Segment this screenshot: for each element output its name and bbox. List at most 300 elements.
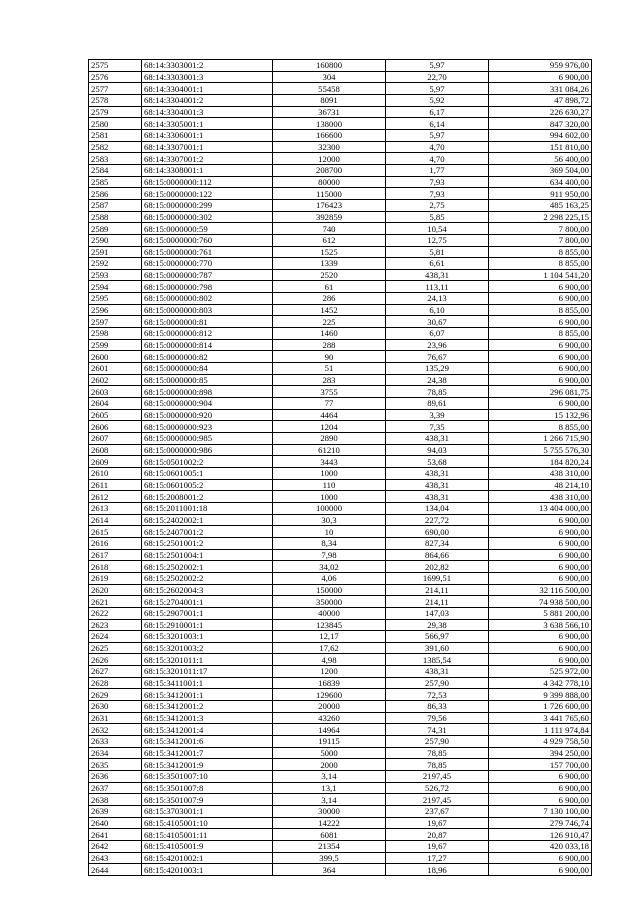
area-value: 350000: [273, 596, 386, 608]
cadastral-number: 68:15:0000000:112: [142, 176, 273, 188]
rate-value: 134,04: [386, 502, 489, 514]
rate-value: 89,61: [386, 398, 489, 410]
rate-value: 76,67: [386, 351, 489, 363]
row-number: 2582: [89, 141, 142, 153]
row-number: 2640: [89, 817, 142, 829]
row-number: 2617: [89, 549, 142, 561]
cadastral-number: 68:15:4105001:10: [142, 817, 273, 829]
sum-value: 911 950,00: [489, 188, 592, 200]
rate-value: 12,75: [386, 234, 489, 246]
area-value: 1452: [273, 304, 386, 316]
rate-value: 438,31: [386, 479, 489, 491]
cadastral-number: 68:14:3305001:1: [142, 118, 273, 130]
cadastral-number: 68:14:3307001:1: [142, 141, 273, 153]
row-number: 2629: [89, 689, 142, 701]
sum-value: 6 900,00: [489, 537, 592, 549]
cadastral-number: 68:15:0501002:2: [142, 456, 273, 468]
rate-value: 19,67: [386, 817, 489, 829]
area-value: 612: [273, 234, 386, 246]
sum-value: 6 900,00: [489, 794, 592, 806]
area-value: 13,1: [273, 782, 386, 794]
table-row: [89, 677, 592, 689]
sum-value: 74 938 500,00: [489, 596, 592, 608]
table-row: [89, 572, 592, 584]
row-number: 2587: [89, 199, 142, 211]
sum-value: 438 310,00: [489, 467, 592, 479]
sum-value: 4 929 758,50: [489, 736, 592, 748]
sum-value: 6 900,00: [489, 549, 592, 561]
sum-value: 5 755 576,30: [489, 444, 592, 456]
area-value: 14964: [273, 724, 386, 736]
area-value: 1200: [273, 666, 386, 678]
row-number: 2605: [89, 409, 142, 421]
table-row: [89, 351, 592, 363]
cadastral-number: 68:15:0000000:84: [142, 363, 273, 375]
rate-value: 3,39: [386, 409, 489, 421]
cadastral-number: 68:15:0000000:82: [142, 351, 273, 363]
rate-value: 4,70: [386, 141, 489, 153]
table-row: [89, 596, 592, 608]
rate-value: 227,72: [386, 514, 489, 526]
rate-value: 19,67: [386, 840, 489, 852]
table-row: [89, 864, 592, 876]
area-value: 1460: [273, 328, 386, 340]
sum-value: 6 900,00: [489, 654, 592, 666]
sum-value: 8 855,00: [489, 304, 592, 316]
row-number: 2623: [89, 619, 142, 631]
table-row: [89, 223, 592, 235]
row-number: 2618: [89, 561, 142, 573]
area-value: 90: [273, 351, 386, 363]
table-row: [89, 607, 592, 619]
rate-value: 17,27: [386, 852, 489, 864]
area-value: 8,34: [273, 537, 386, 549]
table-row: [89, 549, 592, 561]
cadastral-number: 68:15:3201003:1: [142, 631, 273, 643]
table-row: [89, 386, 592, 398]
row-number: 2630: [89, 701, 142, 713]
rate-value: 1699,51: [386, 572, 489, 584]
rate-value: 7,93: [386, 188, 489, 200]
row-number: 2638: [89, 794, 142, 806]
sum-value: 3 638 566,10: [489, 619, 592, 631]
table-row: [89, 806, 592, 818]
rate-value: 438,31: [386, 433, 489, 445]
row-number: 2583: [89, 153, 142, 165]
row-number: 2635: [89, 759, 142, 771]
table-row: [89, 747, 592, 759]
area-value: 80000: [273, 176, 386, 188]
sum-value: 6 900,00: [489, 526, 592, 538]
row-number: 2592: [89, 258, 142, 270]
row-number: 2577: [89, 83, 142, 95]
sum-value: 1 266 715,90: [489, 433, 592, 445]
cadastral-number: 68:15:3412001:3: [142, 712, 273, 724]
rate-value: 2197,45: [386, 794, 489, 806]
area-value: 61: [273, 281, 386, 293]
cadastral-number: 68:15:2008001:2: [142, 491, 273, 503]
table-row: [89, 456, 592, 468]
row-number: 2591: [89, 246, 142, 258]
table-row: [89, 619, 592, 631]
cadastral-number: 68:15:0000000:761: [142, 246, 273, 258]
cadastral-number: 68:14:3304001:1: [142, 83, 273, 95]
area-value: 2520: [273, 269, 386, 281]
table-row: [89, 433, 592, 445]
area-value: 36731: [273, 106, 386, 118]
sum-value: 959 976,00: [489, 60, 592, 72]
row-number: 2613: [89, 502, 142, 514]
cadastral-number: 68:15:2502002:1: [142, 561, 273, 573]
rate-value: 1,77: [386, 164, 489, 176]
row-number: 2621: [89, 596, 142, 608]
table-row: [89, 666, 592, 678]
table-row: [89, 211, 592, 223]
row-number: 2599: [89, 339, 142, 351]
cadastral-number: 68:15:2907001:1: [142, 607, 273, 619]
cadastral-number: 68:14:3304001:3: [142, 106, 273, 118]
rate-value: 29,38: [386, 619, 489, 631]
rate-value: 18,96: [386, 864, 489, 876]
table-row: [89, 514, 592, 526]
table-row: [89, 60, 592, 72]
cadastral-number: 68:15:2910001:1: [142, 619, 273, 631]
area-value: 43260: [273, 712, 386, 724]
sum-value: 5 881 200,00: [489, 607, 592, 619]
area-value: 12,17: [273, 631, 386, 643]
cadastral-number: 68:14:3303001:2: [142, 60, 273, 72]
table-row: [89, 759, 592, 771]
sum-value: 48 214,10: [489, 479, 592, 491]
row-number: 2579: [89, 106, 142, 118]
row-number: 2585: [89, 176, 142, 188]
cadastral-number: 68:15:3201011:1: [142, 654, 273, 666]
sum-value: 6 900,00: [489, 363, 592, 375]
sum-value: 394 250,00: [489, 747, 592, 759]
area-value: 3,14: [273, 771, 386, 783]
rate-value: 78,85: [386, 386, 489, 398]
sum-value: 6 900,00: [489, 561, 592, 573]
sum-value: 6 900,00: [489, 782, 592, 794]
cadastral-number: 68:15:0000000:299: [142, 199, 273, 211]
rate-value: 5,97: [386, 83, 489, 95]
table-row: [89, 771, 592, 783]
row-number: 2615: [89, 526, 142, 538]
table-row: [89, 852, 592, 864]
area-value: 4,98: [273, 654, 386, 666]
area-value: 51: [273, 363, 386, 375]
row-number: 2631: [89, 712, 142, 724]
rate-value: 257,90: [386, 736, 489, 748]
cadastral-number: 68:15:2501004:1: [142, 549, 273, 561]
row-number: 2578: [89, 94, 142, 106]
table-row: [89, 409, 592, 421]
sum-value: 9 399 888,00: [489, 689, 592, 701]
table-body: [89, 60, 592, 876]
area-value: 129600: [273, 689, 386, 701]
row-number: 2588: [89, 211, 142, 223]
row-number: 2637: [89, 782, 142, 794]
area-value: 19115: [273, 736, 386, 748]
row-number: 2593: [89, 269, 142, 281]
area-value: 12000: [273, 153, 386, 165]
rate-value: 864,66: [386, 549, 489, 561]
rate-value: 78,85: [386, 759, 489, 771]
cadastral-number: 68:15:2011001:18: [142, 502, 273, 514]
sum-value: 6 900,00: [489, 642, 592, 654]
cadastral-number: 68:15:0000000:798: [142, 281, 273, 293]
row-number: 2575: [89, 60, 142, 72]
row-number: 2606: [89, 421, 142, 433]
sum-value: 438 310,00: [489, 491, 592, 503]
area-value: 1204: [273, 421, 386, 433]
row-number: 2644: [89, 864, 142, 876]
cadastral-number: 68:15:0000000:803: [142, 304, 273, 316]
area-value: 392859: [273, 211, 386, 223]
cadastral-number: 68:15:3412001:6: [142, 736, 273, 748]
rate-value: 10,54: [386, 223, 489, 235]
table-row: [89, 840, 592, 852]
row-number: 2604: [89, 398, 142, 410]
cadastral-number: 68:14:3307001:2: [142, 153, 273, 165]
sum-value: 6 900,00: [489, 398, 592, 410]
row-number: 2607: [89, 433, 142, 445]
area-value: 6081: [273, 829, 386, 841]
cadastral-number: 68:15:4201003:1: [142, 864, 273, 876]
cadastral-number: 68:14:3304001:2: [142, 94, 273, 106]
rate-value: 1385,54: [386, 654, 489, 666]
table-row: [89, 794, 592, 806]
sum-value: 331 084,26: [489, 83, 592, 95]
rate-value: 24,13: [386, 293, 489, 305]
table-row: [89, 398, 592, 410]
cadastral-number: 68:15:0601005:1: [142, 467, 273, 479]
area-value: 77: [273, 398, 386, 410]
sum-value: 6 900,00: [489, 281, 592, 293]
cadastral-number: 68:15:0000000:986: [142, 444, 273, 456]
row-number: 2616: [89, 537, 142, 549]
row-number: 2589: [89, 223, 142, 235]
rate-value: 566,97: [386, 631, 489, 643]
area-value: 3,14: [273, 794, 386, 806]
table-row: [89, 106, 592, 118]
cadastral-number: 68:15:3501007:10: [142, 771, 273, 783]
table-row: [89, 701, 592, 713]
row-number: 2590: [89, 234, 142, 246]
area-value: 17,62: [273, 642, 386, 654]
table-row: [89, 654, 592, 666]
cadastral-number: 68:15:3411001:1: [142, 677, 273, 689]
table-row: [89, 689, 592, 701]
rate-value: 5,97: [386, 60, 489, 72]
table-row: [89, 712, 592, 724]
sum-value: 3 441 765,60: [489, 712, 592, 724]
area-value: 283: [273, 374, 386, 386]
rate-value: 24,38: [386, 374, 489, 386]
sum-value: 15 132,96: [489, 409, 592, 421]
table-row: [89, 491, 592, 503]
table-row: [89, 526, 592, 538]
row-number: 2627: [89, 666, 142, 678]
sum-value: 47 898,72: [489, 94, 592, 106]
sum-value: 296 081,75: [489, 386, 592, 398]
row-number: 2643: [89, 852, 142, 864]
sum-value: 8 855,00: [489, 421, 592, 433]
sum-value: 420 033,18: [489, 840, 592, 852]
area-value: 5000: [273, 747, 386, 759]
table-row: [89, 467, 592, 479]
cadastral-number: 68:15:3201003:2: [142, 642, 273, 654]
cadastral-number: 68:15:0000000:760: [142, 234, 273, 246]
area-value: 61210: [273, 444, 386, 456]
rate-value: 5,85: [386, 211, 489, 223]
cadastral-number: 68:15:2402002:1: [142, 514, 273, 526]
table-row: [89, 71, 592, 83]
rate-value: 5,81: [386, 246, 489, 258]
cadastral-number: 68:15:0000000:302: [142, 211, 273, 223]
row-number: 2639: [89, 806, 142, 818]
rate-value: 74,31: [386, 724, 489, 736]
area-value: 1339: [273, 258, 386, 270]
area-value: 7,98: [273, 549, 386, 561]
sum-value: 13 404 000,00: [489, 502, 592, 514]
row-number: 2596: [89, 304, 142, 316]
cadastral-number: 68:15:0000000:814: [142, 339, 273, 351]
cadastral-number: 68:15:0000000:923: [142, 421, 273, 433]
row-number: 2609: [89, 456, 142, 468]
area-value: 2000: [273, 759, 386, 771]
sum-value: 151 810,00: [489, 141, 592, 153]
sum-value: 6 900,00: [489, 771, 592, 783]
cadastral-number: 68:14:3303001:3: [142, 71, 273, 83]
row-number: 2612: [89, 491, 142, 503]
sum-value: 6 900,00: [489, 293, 592, 305]
area-value: 208700: [273, 164, 386, 176]
table-row: [89, 118, 592, 130]
rate-value: 7,35: [386, 421, 489, 433]
sum-value: 32 116 500,00: [489, 584, 592, 596]
cadastral-number: 68:15:3412001:2: [142, 701, 273, 713]
table-row: [89, 328, 592, 340]
area-value: 225: [273, 316, 386, 328]
rate-value: 7,93: [386, 176, 489, 188]
sum-value: 7 800,00: [489, 234, 592, 246]
row-number: 2584: [89, 164, 142, 176]
sum-value: 1 726 600,00: [489, 701, 592, 713]
cadastral-number: 68:15:2501001:2: [142, 537, 273, 549]
table-row: [89, 246, 592, 258]
cadastral-number: 68:15:0000000:122: [142, 188, 273, 200]
cadastral-table: [88, 59, 592, 876]
sum-value: 6 900,00: [489, 351, 592, 363]
sum-value: 6 900,00: [489, 572, 592, 584]
table-row: [89, 817, 592, 829]
cadastral-number: 68:15:0000000:898: [142, 386, 273, 398]
sum-value: 6 900,00: [489, 71, 592, 83]
table-row: [89, 176, 592, 188]
area-value: 4464: [273, 409, 386, 421]
area-value: 4,06: [273, 572, 386, 584]
rate-value: 72,53: [386, 689, 489, 701]
cadastral-number: 68:15:0000000:904: [142, 398, 273, 410]
sum-value: 2 298 225,15: [489, 211, 592, 223]
table-row: [89, 421, 592, 433]
sum-value: 847 320,00: [489, 118, 592, 130]
cadastral-number: 68:15:0000000:812: [142, 328, 273, 340]
area-value: 16839: [273, 677, 386, 689]
area-value: 166600: [273, 129, 386, 141]
rate-value: 86,33: [386, 701, 489, 713]
rate-value: 6,17: [386, 106, 489, 118]
area-value: 740: [273, 223, 386, 235]
area-value: 20000: [273, 701, 386, 713]
rate-value: 22,70: [386, 71, 489, 83]
sum-value: 157 700,00: [489, 759, 592, 771]
cadastral-number: 68:15:0000000:802: [142, 293, 273, 305]
table-row: [89, 199, 592, 211]
row-number: 2636: [89, 771, 142, 783]
row-number: 2634: [89, 747, 142, 759]
sum-value: 8 855,00: [489, 246, 592, 258]
area-value: 8091: [273, 94, 386, 106]
rate-value: 214,11: [386, 596, 489, 608]
cadastral-number: 68:15:0000000:85: [142, 374, 273, 386]
sum-value: 6 900,00: [489, 339, 592, 351]
rate-value: 257,90: [386, 677, 489, 689]
rate-value: 4,70: [386, 153, 489, 165]
sum-value: 8 855,00: [489, 258, 592, 270]
table-row: [89, 829, 592, 841]
cadastral-number: 68:15:4201002:1: [142, 852, 273, 864]
table-row: [89, 316, 592, 328]
cadastral-number: 68:15:3412001:1: [142, 689, 273, 701]
row-number: 2597: [89, 316, 142, 328]
row-number: 2600: [89, 351, 142, 363]
table-row: [89, 736, 592, 748]
cadastral-number: 68:15:2407001:2: [142, 526, 273, 538]
rate-value: 94,03: [386, 444, 489, 456]
area-value: 1525: [273, 246, 386, 258]
rate-value: 438,31: [386, 269, 489, 281]
table-row: [89, 642, 592, 654]
rate-value: 438,31: [386, 491, 489, 503]
table-row: [89, 363, 592, 375]
cadastral-number: 68:15:3412001:7: [142, 747, 273, 759]
cadastral-number: 68:15:3501007:8: [142, 782, 273, 794]
rate-value: 526,72: [386, 782, 489, 794]
row-number: 2642: [89, 840, 142, 852]
rate-value: 690,00: [386, 526, 489, 538]
area-value: 399,5: [273, 852, 386, 864]
rate-value: 53,68: [386, 456, 489, 468]
area-value: 14222: [273, 817, 386, 829]
rate-value: 6,61: [386, 258, 489, 270]
cadastral-number: 68:15:0601005:2: [142, 479, 273, 491]
cadastral-number: 68:15:0000000:770: [142, 258, 273, 270]
table-row: [89, 83, 592, 95]
area-value: 1000: [273, 491, 386, 503]
table-row: [89, 584, 592, 596]
table-row: [89, 537, 592, 549]
cadastral-number: 68:15:3201011:17: [142, 666, 273, 678]
rate-value: 30,67: [386, 316, 489, 328]
sum-value: 994 602,00: [489, 129, 592, 141]
cadastral-number: 68:15:4105001:9: [142, 840, 273, 852]
table-row: [89, 188, 592, 200]
cadastral-number: 68:15:3501007:9: [142, 794, 273, 806]
area-value: 150000: [273, 584, 386, 596]
area-value: 138000: [273, 118, 386, 130]
